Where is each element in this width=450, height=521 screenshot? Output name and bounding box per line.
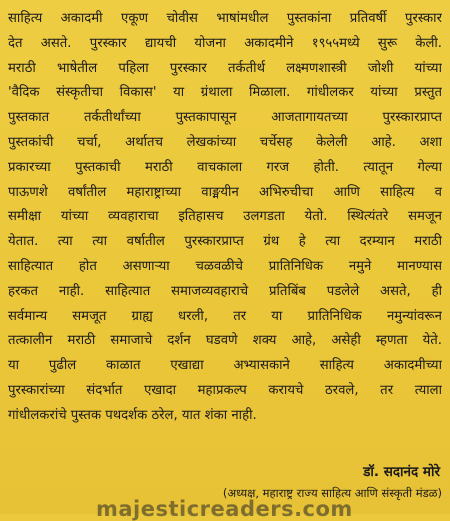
paragraph-line: पुरस्कारांच्या संदर्भात एखादा महाप्रकल्प करायचे ठरवले, तर त्याला bbox=[8, 382, 442, 398]
blurb-paragraph bbox=[8, 7, 442, 429]
paragraph-line: हरकत नाही. साहित्यात समाजव्यवहाराचे प्रतिबिंब पडलेले असते, ही bbox=[8, 283, 442, 299]
paragraph-line: गांधीलकरांचे पुस्तक पथदर्शक ठरेल, यात शंका नाही. bbox=[8, 407, 257, 423]
paragraph-line: साहित्य अकादमी एकूण चोवीस भाषांमधील पुस्तकांना प्रतिवर्षी पुरस्कार bbox=[8, 11, 442, 26]
paragraph-line: प्रकारच्या पुस्तकाची मराठी वाचकाला गरज होती. त्यातून गेल्या bbox=[8, 159, 442, 175]
paragraph-line: पाऊणशे वर्षांतील महाराष्ट्राच्या वाङ्मयीन अभिरुचीचा आणि साहित्य व bbox=[8, 184, 442, 200]
paragraph-line: साहित्यात होत असणाऱ्या चळवळीचे प्रातिनिधिक नमुने मानण्यास bbox=[8, 258, 442, 274]
website-watermark: majesticreaders.com bbox=[96, 497, 353, 521]
paragraph-line: पुस्तकात तर्कतीर्थांच्या पुस्तकापासून आजतागायतच्या पुरस्कारप्राप्त bbox=[8, 110, 442, 126]
paragraph-line: देत असते. पुरस्कार द्यायची योजना अकादमीने १९५५मध्ये सुरू केली. bbox=[8, 35, 442, 51]
paragraph-line: तत्कालीन मराठी समाजाचे दर्शन घडवणे शक्य आहे, असेही म्हणता येते. bbox=[8, 333, 442, 349]
paragraph-line: येतात. त्या त्या वर्षातील पुरस्कारप्राप्त ग्रंथ हे त्या दरम्यान मराठी bbox=[8, 234, 442, 250]
paragraph-line: पुस्तकांची चर्चा, अर्थातच लेखकांच्या चर्चेसह केलेली आहे. अशा bbox=[8, 134, 442, 150]
paragraph-line: सर्वमान्य समजूत ग्राह्य धरली, तर या प्रातिनिधिक नमुन्यांवरून bbox=[8, 308, 442, 324]
paragraph-line: 'वैदिक संस्कृतीचा विकास' या ग्रंथाला मिळाला. गांधीलकर यांच्या प्रस्तुत bbox=[8, 85, 442, 101]
author-designation: (अध्यक्ष, महाराष्ट्र राज्य साहित्य आणि संस्कृती मंडळ) bbox=[222, 486, 442, 500]
author-signature: डॉ. सदानंद मोरे bbox=[363, 464, 440, 480]
paragraph-line: या पुढील काळात एखाद्या अभ्यासकाने साहित्य अकादमीच्या bbox=[8, 358, 442, 374]
paragraph-line: समीक्षा यांच्या व्यवहाराचा इतिहासच उलगडता येतो. स्थित्यंतरे समजून bbox=[8, 209, 442, 225]
paragraph-line: मराठी भाषेतील पहिला पुरस्कार तर्कतीर्थ लक्ष्मणशास्त्री जोशी यांच्या bbox=[8, 60, 442, 76]
